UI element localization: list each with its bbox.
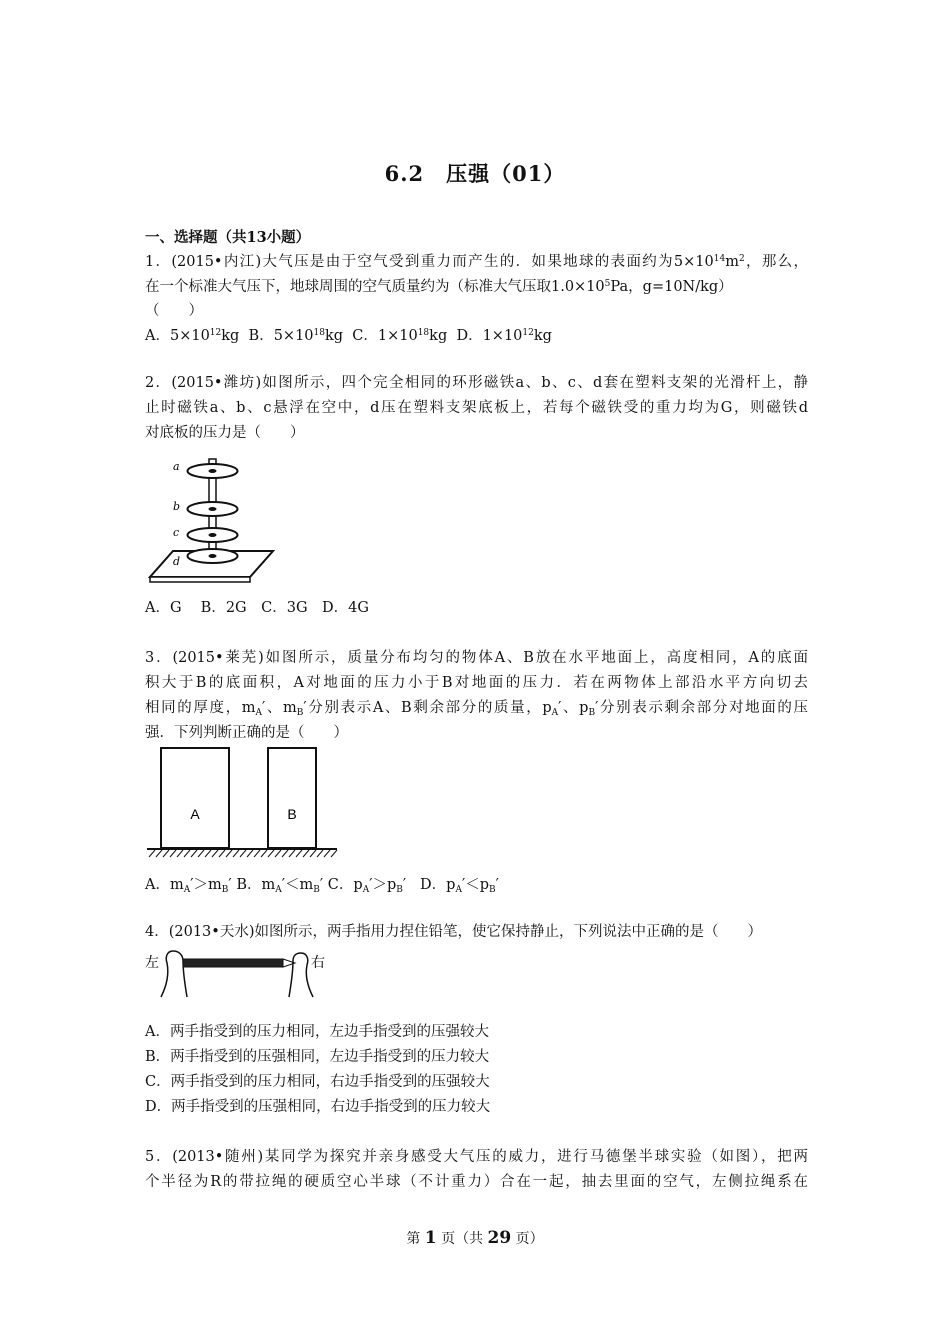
pencil-figure bbox=[143, 945, 333, 1000]
section-title: 一、选择题（共13小题） bbox=[145, 229, 311, 246]
q3-line-2: 积大于B的底面积，A对地面的压力小于B对地面的压力．若在两物体上部沿水平方向切去 bbox=[145, 675, 808, 691]
q4-option-c: C．两手指受到的压力相同，右边手指受到的压强较大 bbox=[145, 1074, 490, 1090]
label-b: b bbox=[173, 500, 181, 513]
q1-line-3: （ ） bbox=[145, 303, 203, 319]
q3-options: A．$m_A'>m_B'$ B．$m_A'<m_B'$ C．$p_A'>p_B'$ D．$p_A'<p_B'$ bbox=[145, 877, 499, 895]
left-label: 左 bbox=[145, 955, 159, 971]
blocks-figure bbox=[145, 745, 340, 863]
q4-line-1: 4．(2013•天水)如图所示，两手指用力捏住铅笔，使它保持静止，下列说法中正确的是（ ） bbox=[145, 924, 762, 940]
q1-options: A．$5\times 10^{12}kg$ B．$5\times 10^{18}kg$ C．$1\times 10^{18}kg$ D．$1\times 10^{12}kg$ bbox=[145, 328, 552, 344]
q4-option-d: D．两手指受到的压强相同，右边手指受到的压力较大 bbox=[145, 1099, 491, 1115]
q3-line-4: 强．下列判断正确的是（ ） bbox=[145, 725, 348, 741]
block-a-label: A bbox=[190, 806, 200, 822]
magnet-stack-figure bbox=[145, 455, 275, 585]
q2-line-2: 止时磁铁a、b、c悬浮在空中，d压在塑料支架底板上，若每个磁铁受的重力均为G，则磁铁d bbox=[145, 400, 808, 416]
page-footer: 第 1 页（共 29 页） bbox=[406, 1228, 544, 1248]
q3-line-3: 相同的厚度，$m_A'$、$m_B'$分别表示A、B剩余部分的质量，$p_A'$、$p_B'$分别表示剩余部分对地面的压 bbox=[145, 700, 808, 718]
page-title: 6.2 压强（01） bbox=[384, 161, 566, 186]
q4-option-b: B．两手指受到的压强相同，左边手指受到的压力较大 bbox=[145, 1049, 490, 1065]
q1-line-1: 1．(2015•内江)大气压是由于空气受到重力而产生的．如果地球的表面约为$5\times 10^{14}m^2$，那么， bbox=[145, 254, 808, 270]
q5-line-1: 5．(2013•随州)某同学为探究并亲身感受大气压的威力，进行马德堡半球实验（如图），把两 bbox=[145, 1149, 808, 1165]
label-a: a bbox=[173, 460, 180, 473]
right-label: 右 bbox=[311, 955, 325, 971]
q5-line-2: 个半径为R的带拉绳的硬质空心半球（不计重力）合在一起，抽去里面的空气，左侧拉绳系在 bbox=[145, 1174, 808, 1190]
pencil-body bbox=[183, 959, 283, 967]
q2-line-3: 对底板的压力是（ ） bbox=[145, 425, 305, 441]
q1-line-2: 在一个标准大气压下，地球周围的空气质量约为（标准大气压取$1.0\times 10^5Pa$，g=10N/kg） bbox=[145, 279, 733, 295]
block-a bbox=[161, 748, 229, 848]
q4-option-a: A．两手指受到的压力相同，左边手指受到的压强较大 bbox=[145, 1024, 489, 1040]
label-c: c bbox=[173, 526, 180, 539]
block-b-label: B bbox=[287, 806, 297, 822]
left-finger bbox=[161, 951, 187, 997]
block-b bbox=[268, 748, 316, 848]
q3-line-1: 3．(2015•莱芜)如图所示，质量分布均匀的物体A、B放在水平地面上，高度相同，A的底面 bbox=[145, 650, 808, 666]
right-finger bbox=[289, 953, 313, 997]
q2-line-1: 2．(2015•潍坊)如图所示，四个完全相同的环形磁铁a、b、c、d套在塑料支架的光滑杆上，静 bbox=[145, 375, 808, 391]
ground-hatch bbox=[149, 850, 337, 857]
q2-options: A．G B．2G C．3G D．4G bbox=[145, 600, 369, 616]
label-d: d bbox=[173, 555, 181, 568]
